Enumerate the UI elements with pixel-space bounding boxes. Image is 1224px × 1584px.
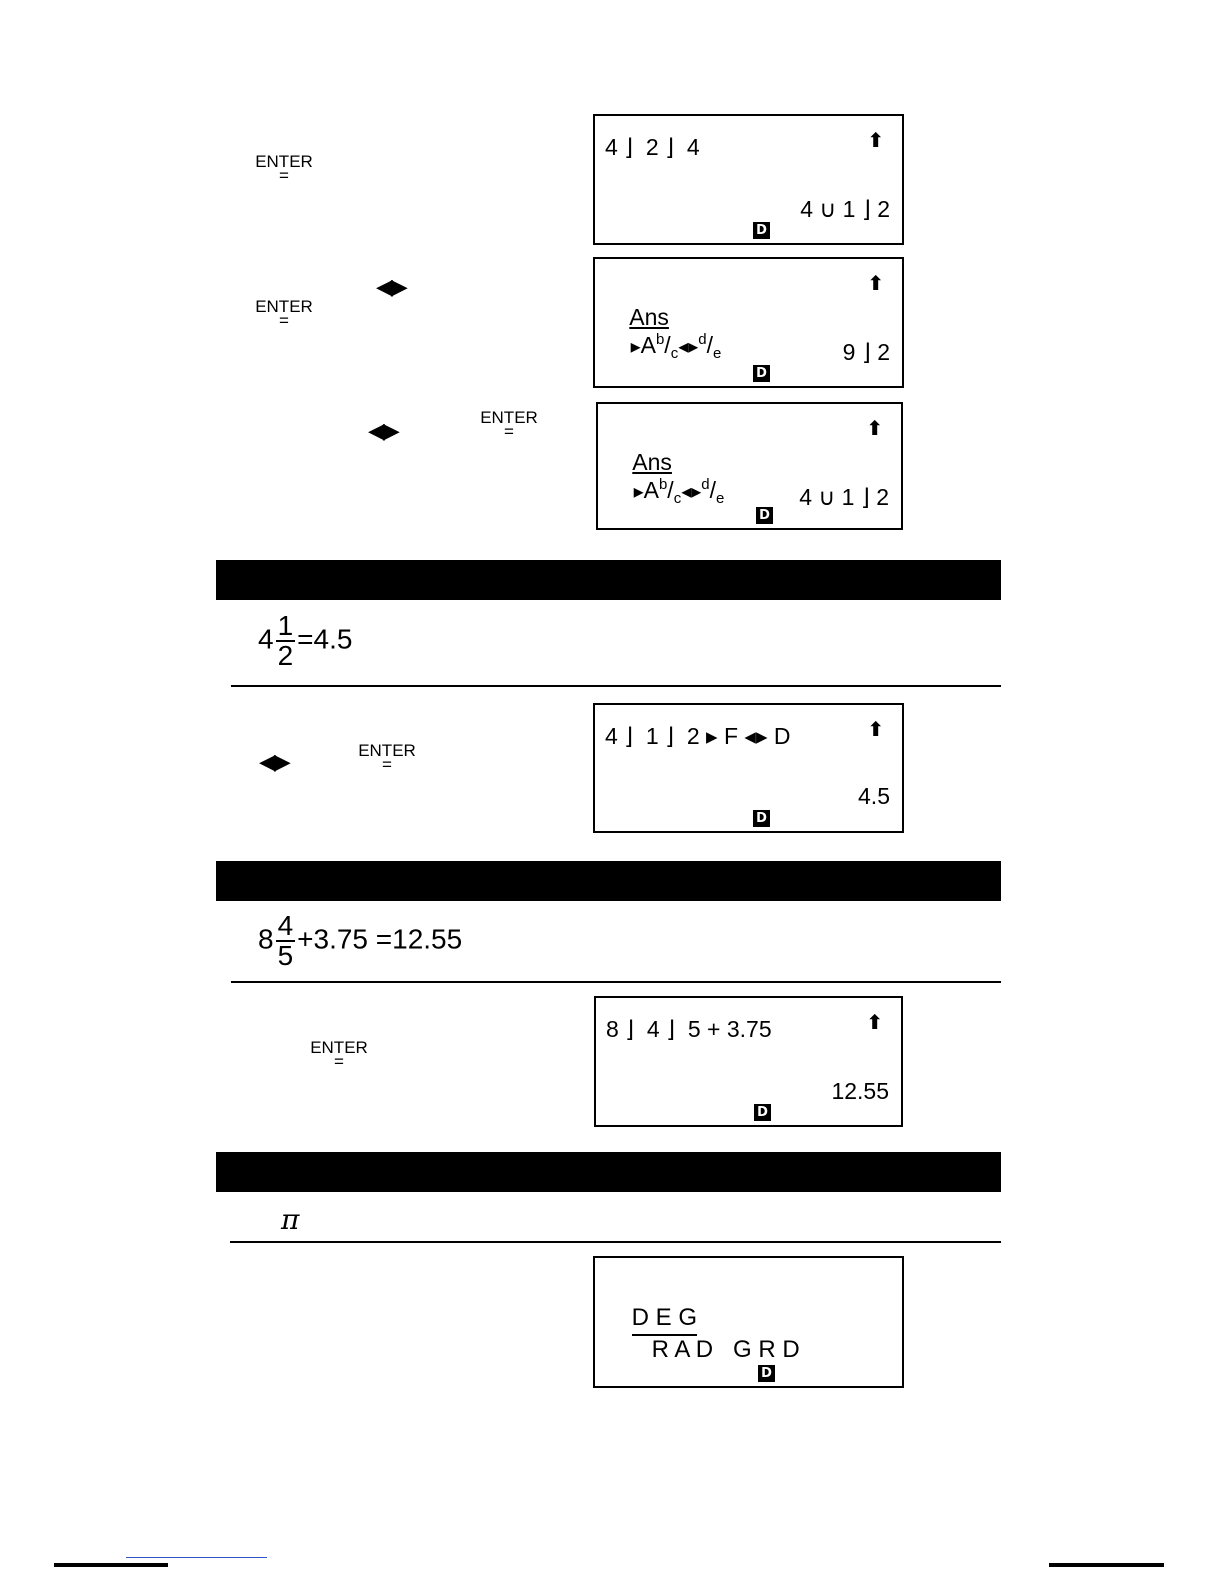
lcd-input-line: 4 ⌋ 1 ⌋ 2 ▸ F ◂▸ D [605, 723, 791, 749]
b-label: b [658, 476, 668, 493]
shift-indicator-icon: ⬆ [867, 273, 884, 295]
example-formula-1 [258, 612, 352, 670]
convert-arrow-icon: ▸ [633, 481, 644, 503]
ans-label: Ans [629, 304, 669, 330]
enter-key[interactable] [477, 408, 541, 441]
lcd-input-line [608, 422, 724, 534]
ans-label: Ans [632, 449, 672, 475]
footer-rule-left [54, 1563, 168, 1567]
lcd-screen-2 [593, 257, 904, 388]
formula-result: =4.5 [297, 623, 353, 655]
shift-indicator-icon: ⬆ [866, 1012, 883, 1034]
enter-key[interactable] [307, 1038, 371, 1071]
c-label: c [673, 490, 682, 507]
enter-key-label: ENTER [358, 741, 416, 760]
slash-label: / [709, 477, 716, 503]
footer-link-underline [126, 1557, 267, 1558]
section-header-bar [216, 861, 1001, 901]
a-label: A [643, 477, 659, 503]
lcd-screen-3 [596, 402, 903, 530]
enter-key-label: ENTER [480, 408, 538, 427]
lcd-result-line: 12.55 [831, 1078, 889, 1104]
lcd-input-line: 4 ⌋ 2 ⌋ 4 [605, 134, 700, 160]
menu-option-deg[interactable]: D E G [632, 1304, 697, 1336]
lcd-result-line: 4 ∪ 1 ⌋ 2 [800, 196, 890, 222]
formula-whole: 4 [258, 623, 274, 655]
enter-key-label: ENTER [255, 297, 313, 316]
equals-key-label: = [382, 755, 392, 774]
deg-mode-badge: D [756, 507, 773, 524]
equals-key-label: = [279, 311, 289, 330]
enter-key[interactable] [355, 741, 419, 774]
slash-label: / [706, 332, 713, 358]
equals-key-label: = [504, 422, 514, 441]
deg-mode-badge: D [754, 1104, 771, 1121]
e-label: e [716, 490, 725, 507]
footer-rule-right [1049, 1563, 1164, 1567]
equals-key-label: = [334, 1052, 344, 1071]
lcd-screen-4 [593, 703, 904, 833]
shift-indicator-icon: ⬆ [867, 719, 884, 741]
fraction-denominator: 5 [277, 940, 294, 971]
left-right-arrow-keys[interactable]: ◀▶ [368, 419, 398, 444]
slash-label: / [667, 477, 674, 503]
section-header-bar [216, 560, 1001, 600]
formula-result: +3.75 =12.55 [297, 923, 463, 955]
lcd-result-line: 4.5 [858, 783, 890, 809]
lcd-result-line: 9 ⌋ 2 [842, 339, 890, 365]
section-divider [230, 1241, 1001, 1243]
convert-arrow-icon: ▸ [630, 336, 641, 358]
equals-key-label: = [279, 166, 289, 185]
swap-arrow-icon: ◂▸ [681, 481, 702, 503]
enter-key-label: ENTER [255, 152, 313, 171]
enter-key[interactable] [252, 297, 316, 330]
deg-mode-badge: D [753, 222, 770, 239]
deg-mode-badge: D [758, 1365, 775, 1382]
slash-label: / [664, 332, 671, 358]
lcd-screen-6 [593, 1256, 904, 1388]
left-right-arrow-keys[interactable]: ◀▶ [259, 750, 289, 775]
section-divider [231, 981, 1001, 983]
fraction-denominator: 2 [277, 640, 294, 671]
fraction-numerator: 1 [277, 610, 294, 641]
shift-indicator-icon: ⬆ [867, 130, 884, 152]
lcd-input-line [605, 277, 721, 389]
swap-arrow-icon: ◂▸ [678, 336, 699, 358]
e-label: e [713, 345, 722, 362]
menu-options-rad-grd[interactable]: R A D G R D [651, 1336, 800, 1363]
shift-indicator-icon: ⬆ [866, 418, 883, 440]
enter-key[interactable] [252, 152, 316, 185]
a-label: A [640, 332, 656, 358]
lcd-result-line: 4 ∪ 1 ⌋ 2 [799, 484, 889, 510]
lcd-screen-1 [593, 114, 904, 245]
enter-key-label: ENTER [310, 1038, 368, 1057]
fraction-numerator: 4 [277, 910, 294, 941]
section-header-bar [216, 1152, 1001, 1192]
c-label: c [670, 345, 679, 362]
lcd-screen-5 [594, 996, 903, 1127]
d-label: d [698, 331, 707, 348]
example-formula-2 [258, 912, 462, 970]
lcd-input-line: 8 ⌋ 4 ⌋ 5 + 3.75 [606, 1016, 772, 1042]
deg-mode-badge: D [753, 810, 770, 827]
d-label: d [701, 476, 710, 493]
section-divider [231, 685, 1001, 687]
formula-fraction [276, 612, 296, 670]
pi-symbol: π [281, 1203, 300, 1236]
deg-mode-badge: D [753, 365, 770, 382]
left-right-arrow-keys[interactable]: ◀▶ [376, 275, 406, 300]
b-label: b [655, 331, 665, 348]
formula-fraction [276, 912, 296, 970]
formula-whole: 8 [258, 923, 274, 955]
